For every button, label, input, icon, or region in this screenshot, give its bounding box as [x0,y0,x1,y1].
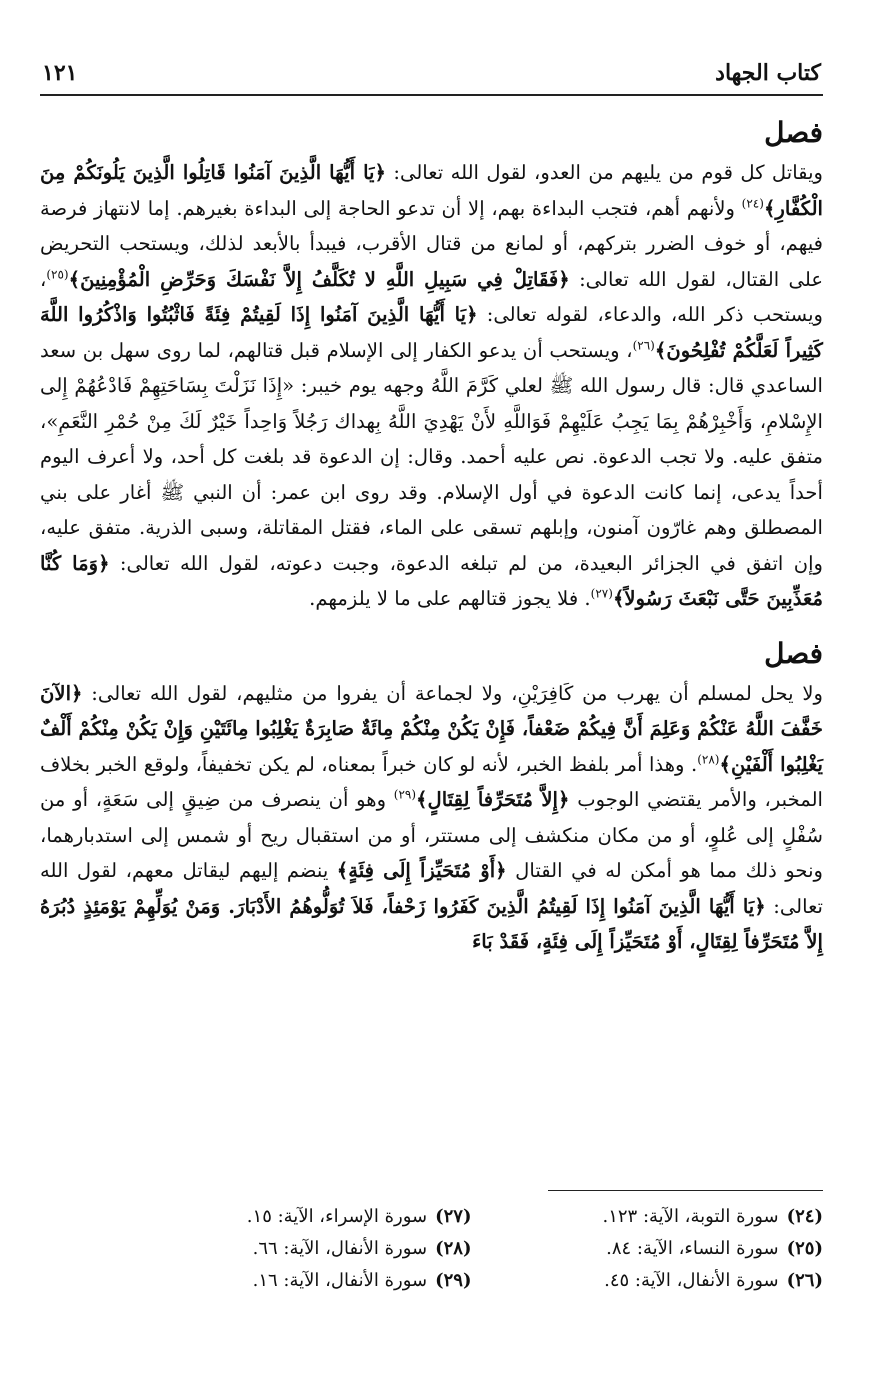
footnote-ref: (٢٨) [697,751,720,766]
footnote-ref: (٢٦) [632,337,655,352]
section-title: فصل [764,636,823,670]
section-2 [40,637,823,960]
text-run: ويقاتل كل قوم من يليهم من العدو، لقول الله تعالى: [385,161,824,184]
text-run: ولأنهم أهم، فتجب البداءة بهم، إلا أن تدعو الحاجة إلى البداءة بغيرهم. إما لانتهاز فرصة فيهم، أو خوف الضرر بتركهم، أو لمانع من قتال الأقرب، فيبدأ بالأبعد لذلك، ويستحب التحريض على القتال، لقول الله تعالى: [40,196,824,291]
footnote: (٢٨)سورة الأنفال، الآية: ٦٦. [252,1238,472,1259]
footnote-ref: (٢٧) [590,586,613,601]
quran-quote: ﴿وَمَا كُنَّا مُعَذِّبِينَ حَتَّى نَبْعَثَ رَسُولاً﴾ [40,551,823,610]
footnote: (٢٤)سورة التوبة، الآية: ١٢٣. [602,1206,823,1227]
footnote: (٢٧)سورة الإسراء، الآية: ١٥. [246,1206,472,1227]
footnote: (٢٥)سورة النساء، الآية: ٨٤. [606,1238,823,1259]
footnote-ref: (٢٥) [46,266,69,281]
quran-quote: ﴿الآنَ خَفَّفَ اللَّهُ عَنْكُمْ وَعَلِمَ أَنَّ فِيكُمْ ضَعْفاً، فَإِنْ يَكُنْ مِنْكُمْ مِائَةٌ صَابِرَةٌ يَغْلِبُوا مِائَتَيْنِ وَإِنْ يَكُنْ مِنْكُمْ أَلْفٌ يَغْلِبُوا أَلْفَيْنِ﴾ [40,681,824,776]
footnote-ref: (٢٤) [741,195,764,210]
text-run: ، ويستحب ذكر الله، والدعاء، لقوله تعالى: [40,267,823,326]
text-run: . فلا يجوز قتالهم على ما لا يلزمهم. [309,587,591,610]
quran-quote: ﴿فَقَاتِلْ فِي سَبِيلِ اللَّهِ لا تُكَلَّفُ إِلاَّ نَفْسَكَ وَحَرِّضِ الْمُؤْمِنِينَ﴾ [68,267,570,291]
text-run: . وهذا أمر بلفظ الخبر، لأنه لو كان خبراً بمعناه، لم يكن تخفيفاً، ولوقع الخبر بخلاف المخبر، والأمر يقتضي الوجوب [40,752,823,811]
section-2-paragraph [40,676,823,960]
text-run: وهو أن ينصرف من ضِيقٍ إلى سَعَةٍ، أو من سُفْلٍ إلى عُلوٍ، أو من مكان منكشف إلى مستتر، أو من استقبال ريح أو شمس إلى استدبارهما، ونحو ذلك مما هو أمكن له في القتال [40,788,823,882]
section-1-paragraph [40,155,823,617]
page-number: ١٢١ [42,60,78,86]
section-title: فصل [764,116,823,149]
footnote: (٢٩)سورة الأنفال، الآية: ١٦. [252,1270,472,1291]
running-head [40,60,823,96]
footnote-ref: (٢٩) [393,787,417,802]
text-run: ، ويستحب أن يدعو الكفار إلى الإسلام قبل قتالهم، لما روى سهل بن سعد الساعدي قال: قال رسول الله ﷺ لعلي كَرَّمَ اللَّهُ وجهه يوم خيبر: «إِذَا نَزَلْتَ بِسَاحَتِهِمْ فَادْعُهُمْ إِلى الإِسْلامِ، وَأَخْبِرْهُمْ بِمَا يَجِبُ عَلَيْهِمْ فَوَاللَّهِ لأَنْ يَهْدِيَ اللَّهُ بِهداك رَجُلاً وَاحِداً خَيْرٌ لَكَ مِنْ حُمْرِ النَّعَمِ»، متفق عليه. ولا تجب الدعوة. نص عليه أحمد. وقال: إن الدعوة قد بلغت كل أحد، ولا أعرف اليوم أحداً يدعى، إنما كانت الدعوة في أول الإسلام. وقد روى ابن عمر: أن النبي ﷺ أغار على بني المصطلق وهم غارّون آمنون، وإبلهم تسقى على الماء، فقتل المقاتلة، وسبى الذرية. متفق عليه، وإن اتفق في الجزائر البعيدة، من لم تبلغه الدعوة، وجبت دعوته، لقول الله تعالى: [40,338,823,575]
quran-quote: ﴿إِلاَّ مُتَحَرِّفاً لِقِتَالٍ﴾ [416,788,570,811]
quran-quote: ﴿يَا أَيُّهَا الَّذِينَ آمَنُوا إِذَا لَقِيتُمُ الَّذِينَ كَفَرُوا زَحْفاً، فَلاَ تُوَلُّوهُمُ الأَدْبَارَ. وَمَنْ يُوَلِّهِمْ يَوْمَئِذٍ دُبُرَهُ إِلاَّ مُتَحَرِّفاً لِقِتَالٍ، أَوْ مُتَحَيِّزاً إِلَى فِئَةٍ، فَقَدْ بَاءَ [40,894,823,953]
quran-quote: ﴿يَا أَيُّهَا الَّذِينَ آمَنُوا قَاتِلُوا الَّذِينَ يَلُونَكُمْ مِنَ الْكُفَّارِ﴾ [40,161,823,220]
section-1 [40,116,823,617]
book-page [40,60,823,1362]
quran-quote: ﴿يَا أَيُّهَا الَّذِينَ آمَنُوا إِذَا لَقِيتُمْ فِئَةً فَاثْبُتُوا وَاذْكُرُوا اللَّهَ كَثِيراً لَعَلَّكُمْ تُفْلِحُونَ﴾ [40,303,824,362]
chapter-title: كتاب الجهاد [715,60,821,86]
text-run: ينضم إليهم ليقاتل معهم، لقول الله تعالى: [40,859,823,918]
quran-quote: ﴿أَوْ مُتَحَيِّزاً إِلَى فِئَةٍ﴾ [336,859,507,882]
footnote: (٢٦)سورة الأنفال، الآية: ٤٥. [604,1270,823,1291]
footnotes-divider [548,1190,823,1191]
text-run: ولا يحل لمسلم أن يهرب من كَافِرَيْنِ، ولا لجماعة أن يفروا من مثليهم، لقول الله تعالى: [82,681,823,705]
footnotes [140,1203,823,1295]
